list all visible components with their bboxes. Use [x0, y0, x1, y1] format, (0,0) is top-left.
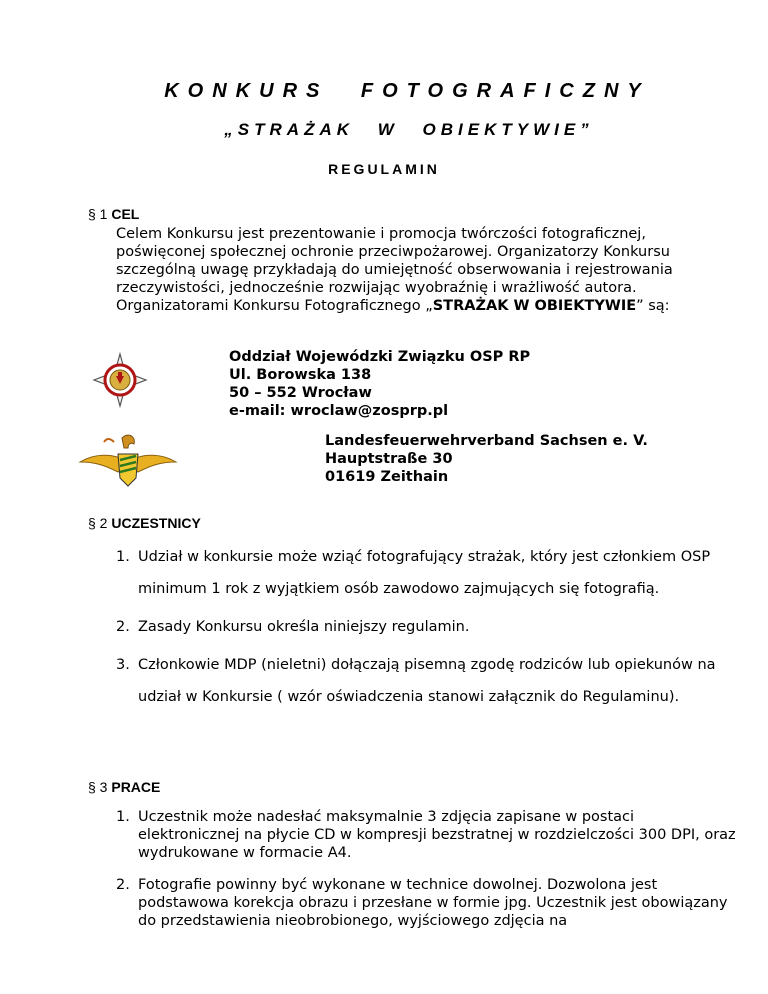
organizer-1-city: 50 – 552 Wrocław	[229, 385, 372, 401]
sachsen-fire-emblem-icon	[78, 432, 178, 488]
list-item: 1. Udział w konkursie może wziąć fotografujący strażak, który jest członkiem OSP minimum 1 rok z wyjątkiem osób zawodowo zajmujących się fotografią.	[116, 549, 711, 597]
list-item: 3. Członkowie MDP (nieletni) dołączają pisemną zgodę rodziców lub opiekunów na udział w Konkursie ( wzór oświadczenia stanowi załącznik do Regulaminu).	[116, 657, 716, 705]
contest-title: KONKURS FOTOGRAFICZNY	[164, 80, 650, 102]
list-item: 1. Uczestnik może nadesłać maksymalnie 3 zdjęcia zapisane w postaci elektronicznej na płycie CD w kompresji bezstratnej w rozdzielczości 300 DPI, oraz wydrukowane w formacie A4.	[116, 809, 736, 861]
list-item: 2. Zasady Konkursu określa niniejszy regulamin.	[116, 619, 470, 635]
regulations-heading: REGULAMIN	[328, 161, 440, 177]
organizer-1-email: e-mail: wroclaw@zosprp.pl	[229, 403, 449, 419]
organizer-1-street: Ul. Borowska 138	[229, 367, 372, 383]
osp-emblem-icon	[92, 352, 148, 408]
section-2-heading: § 2 UCZESTNICY	[88, 515, 201, 531]
list-item: 2. Fotografie powinny być wykonane w technice dowolnej. Dozwolona jest podstawowa korekcja obrazu i przesłane w formie jpg. Uczestnik jest obowiązany do przedstawienia nieobrobionego, wyjściowego zdjęcia na	[116, 877, 728, 929]
organizer-2-city: 01619 Zeithain	[325, 469, 449, 485]
organizer-2	[325, 432, 648, 486]
section-3-heading: § 3 PRACE	[88, 779, 161, 795]
works-list	[116, 808, 736, 944]
organizer-2-street: Hauptstraße 30	[325, 451, 453, 467]
organizer-1	[229, 348, 530, 420]
section-1-heading: § 1 CEL	[88, 206, 140, 222]
contest-subtitle: „STRAŻAK W OBIEKTYWIE”	[224, 120, 594, 139]
organizer-1-name: Oddział Wojewódzki Związku OSP RP	[229, 349, 531, 365]
goal-paragraph: Celem Konkursu jest prezentowanie i promocja twórczości fotograficznej, poświęconej społecznej ochronie przeciwpożarowej. Organizatorzy Konkursu szczególną uwagę przykładają do umiejętność obserwowania i rejestrowania rzeczywistości, jednocześnie rozwijając wyobraźnię i wrażliwość autora. Organizatorami Konkursu Fotograficznego „STRAŻAK W OBIEKTYWIE” są:	[116, 226, 673, 314]
organizer-2-name: Landesfeuerwehrverband Sachsen e. V.	[325, 433, 648, 449]
participants-list	[116, 541, 716, 719]
